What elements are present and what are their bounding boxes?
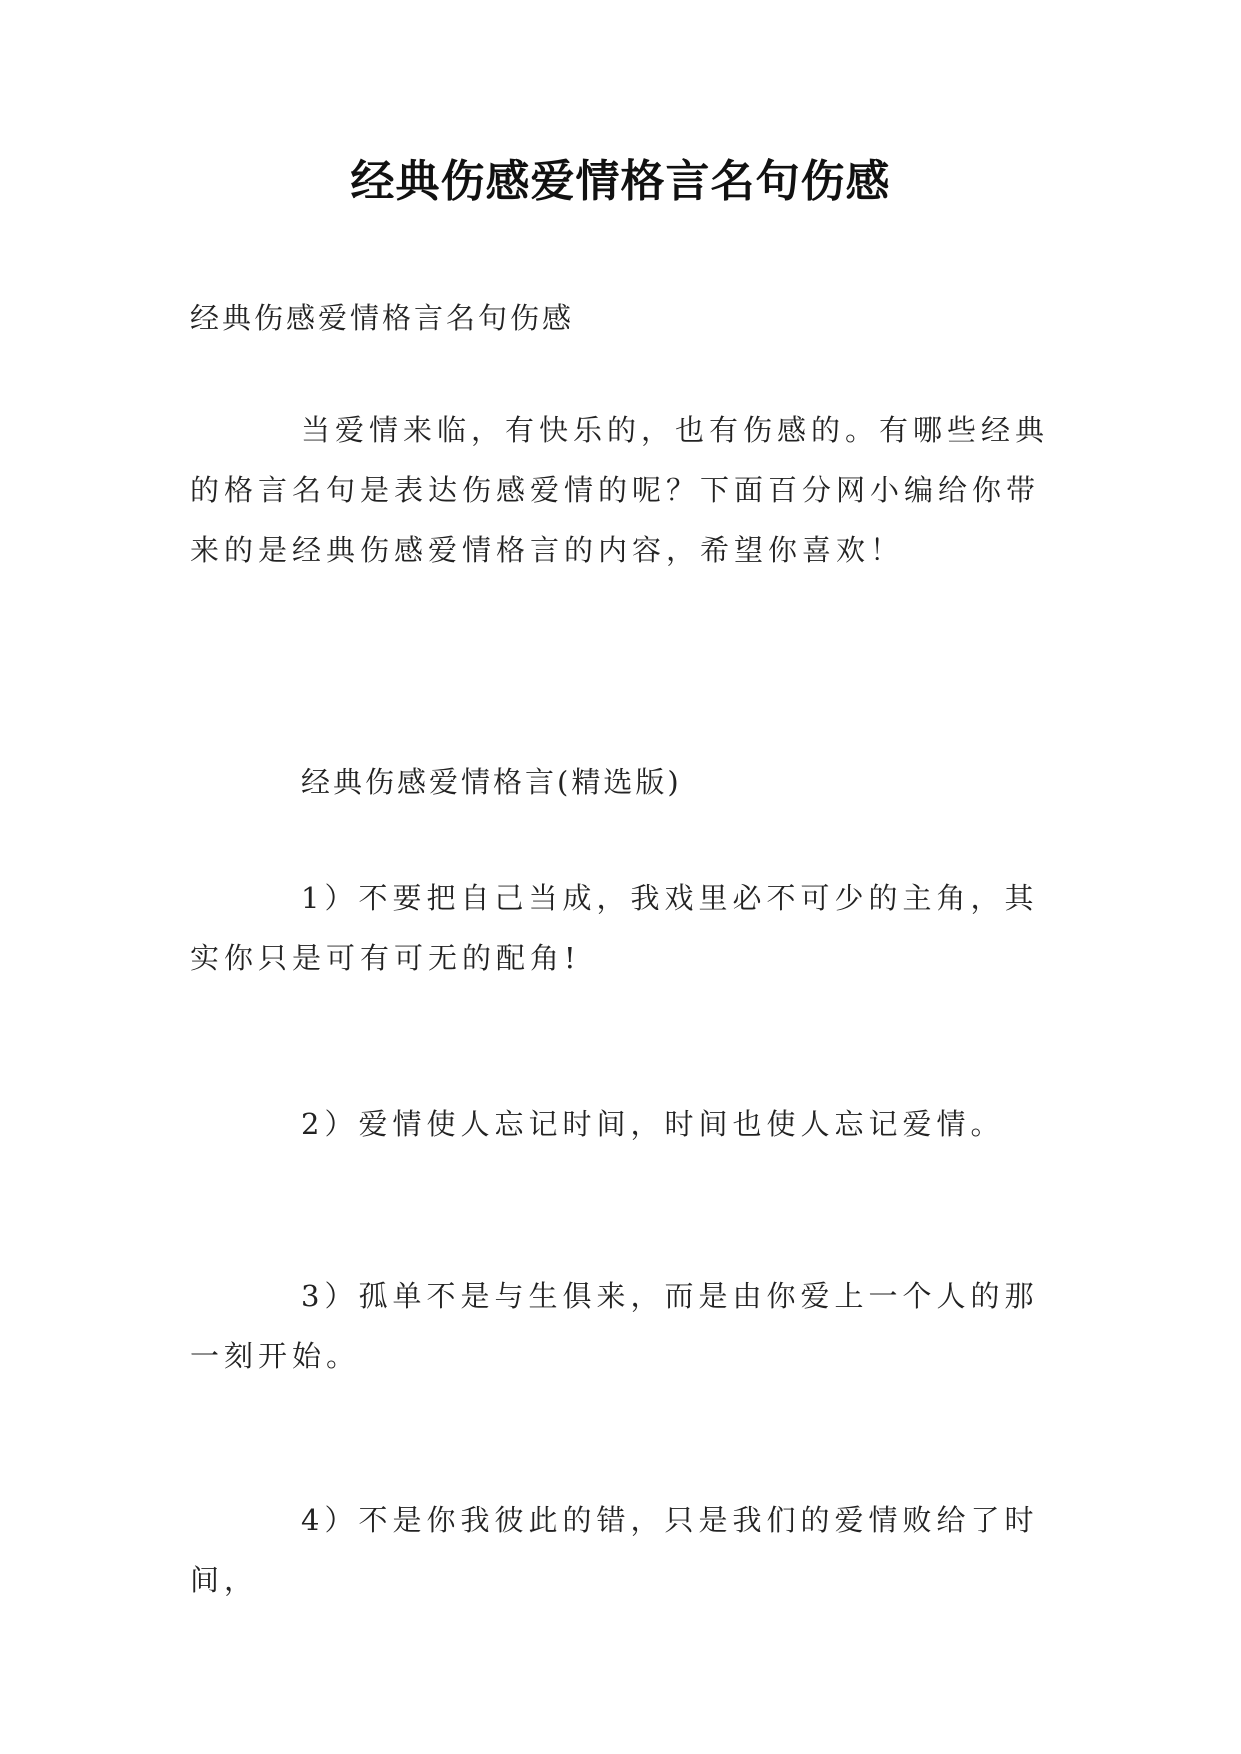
document-subtitle: 经典伤感爱情格言名句伤感: [190, 301, 575, 335]
quote-paragraph: 1）不要把自己当成，我戏里必不可少的主角，其实你只是可有可无的配角!: [190, 881, 1039, 975]
quote-paragraph: 4）不是你我彼此的错，只是我们的爱情败给了时间，: [190, 1503, 1039, 1597]
document-title: 经典伤感爱情格言名句伤感: [350, 156, 891, 207]
section-heading: 经典伤感爱情格言(精选版): [301, 765, 682, 799]
quote-paragraph: 3）孤单不是与生俱来，而是由你爱上一个人的那一刻开始。: [190, 1279, 1039, 1373]
quote-paragraph: 2）爱情使人忘记时间，时间也使人忘记爱情。: [301, 1107, 1005, 1141]
intro-paragraph: 当爱情来临，有快乐的，也有伤感的。有哪些经典的格言名句是表达伤感爱情的呢？下面百分网小编给你带来的是经典伤感爱情格言的内容，希望你喜欢！: [190, 413, 1050, 567]
